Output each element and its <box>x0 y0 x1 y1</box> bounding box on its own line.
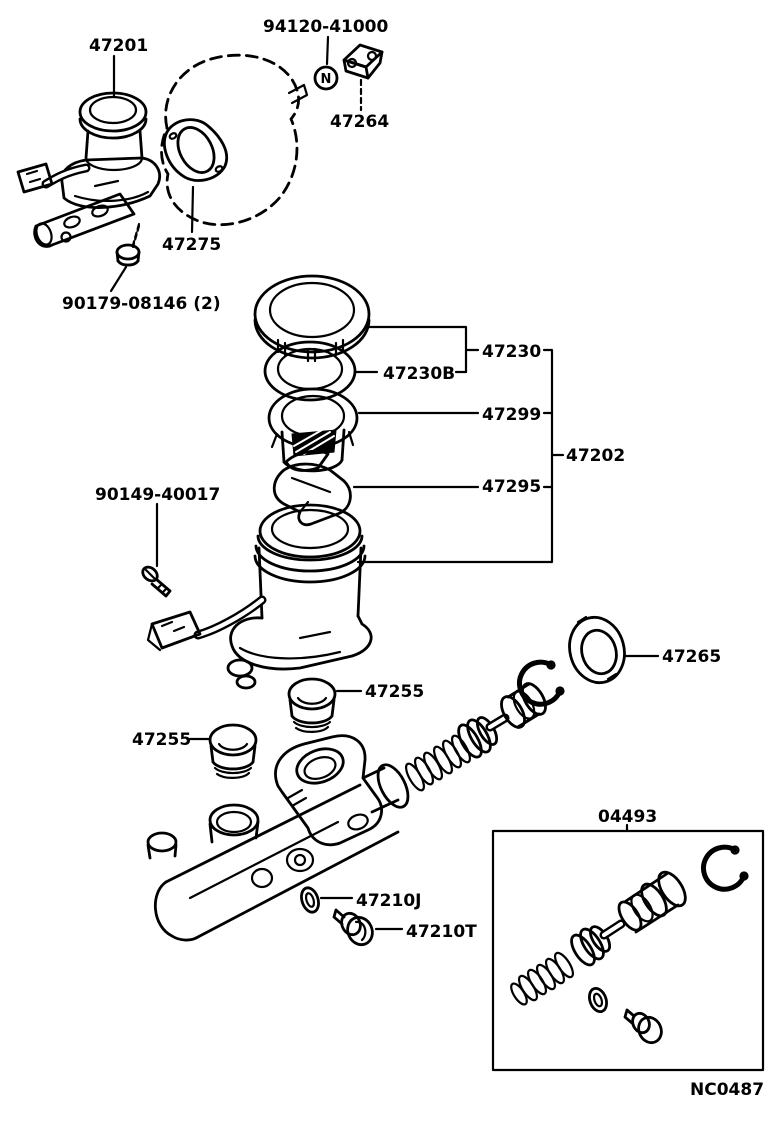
booster-clamp <box>344 45 382 78</box>
label-reservoir-set-screw: 90149-40017 <box>95 485 221 505</box>
grommet-lower <box>210 725 256 778</box>
repair-kit-box <box>493 825 763 1070</box>
label-booster-clamp-bolt: 94120-41000 <box>263 17 389 37</box>
cylinder-boot <box>562 611 631 689</box>
label-grommet-upper: 47255 <box>365 682 425 702</box>
reservoir-tank-assembly <box>18 93 160 265</box>
label-booster-gasket: 47275 <box>162 235 222 255</box>
label-strainer: 47299 <box>482 405 542 425</box>
repair-kit-oring <box>586 986 609 1014</box>
label-cap-diaphragm: 47230B <box>383 364 456 384</box>
reservoir-body <box>148 505 371 688</box>
label-cylinder-boot: 47265 <box>662 647 722 667</box>
drawing-code: NC0487 <box>690 1080 765 1100</box>
repair-kit-snap-ring <box>704 847 748 890</box>
label-outlet-check-valve: 47210T <box>406 922 477 942</box>
booster-gasket <box>164 120 226 181</box>
brake-booster-phantom <box>162 55 308 225</box>
label-mounting-nut: 90179-08146 (2) <box>62 294 221 314</box>
label-repair-kit: 04493 <box>598 807 658 827</box>
label-reservoir-cap-assy: 47230 <box>482 342 542 362</box>
label-grommet-lower: 47255 <box>132 730 192 750</box>
label-reservoir: 47202 <box>566 446 626 466</box>
grommet-upper <box>289 679 335 732</box>
repair-kit-valve <box>625 1010 665 1046</box>
label-clamp: 47264 <box>330 112 390 132</box>
label-outlet-gasket: 47210J <box>356 891 422 911</box>
nut-marker-symbol <box>315 67 337 89</box>
label-float: 47295 <box>482 477 542 497</box>
nut-marker-letter: N <box>320 72 332 87</box>
outlet-gasket <box>299 886 322 915</box>
reservoir-set-screw <box>140 564 170 596</box>
label-reservoir-tank-assy: 47201 <box>89 36 149 56</box>
primary-piston <box>403 680 551 793</box>
repair-kit-piston <box>508 868 690 1007</box>
outlet-check-valve <box>334 910 377 949</box>
